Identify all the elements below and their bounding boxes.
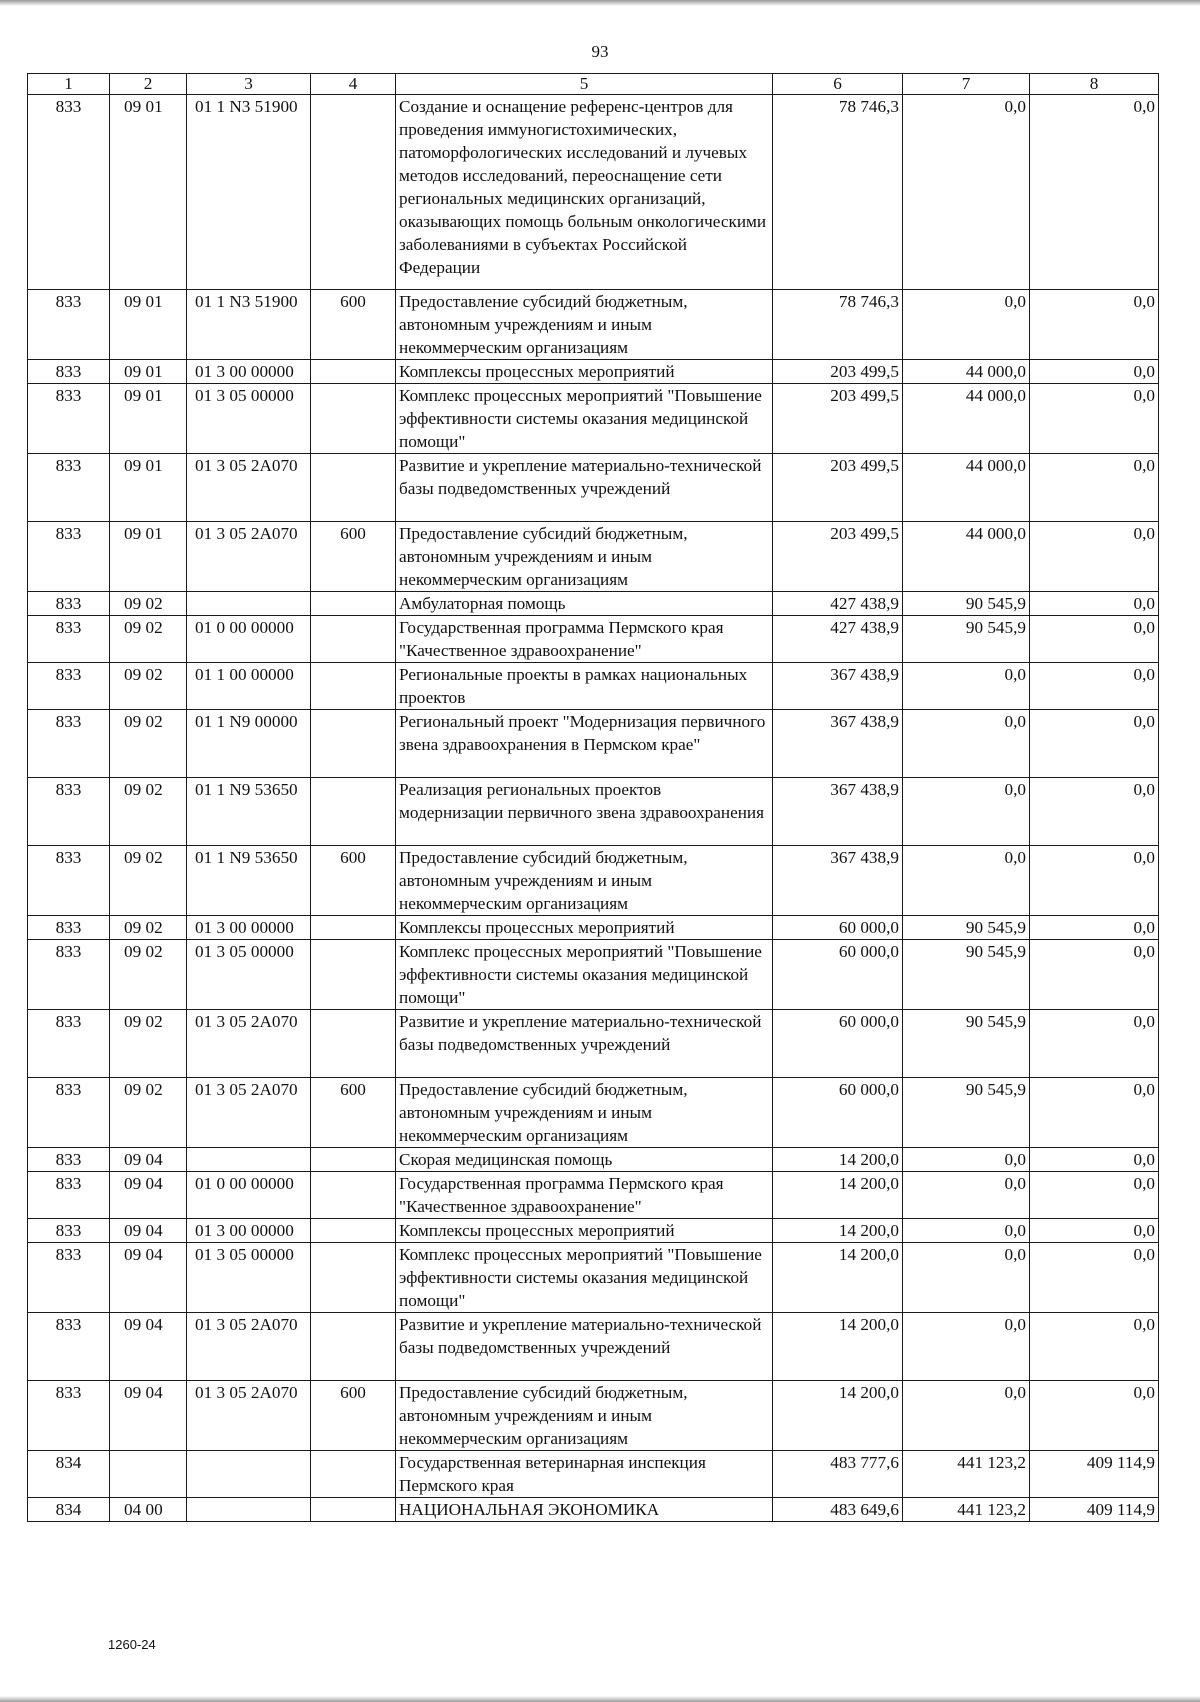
cell-expense-type bbox=[311, 1010, 396, 1078]
cell-expense-type: 600 bbox=[311, 1381, 396, 1451]
cell-amount-year3: 0,0 bbox=[1030, 384, 1159, 454]
cell-section-code bbox=[110, 1451, 187, 1498]
cell-description: Предоставление субсидий бюджетным, автономным учреждениям и иным некоммерческим организациям bbox=[396, 290, 773, 360]
cell-section-code: 09 02 bbox=[110, 940, 187, 1010]
cell-amount-year3: 0,0 bbox=[1030, 290, 1159, 360]
table-row bbox=[28, 710, 1159, 778]
cell-ministry-code: 833 bbox=[28, 1148, 110, 1172]
cell-ministry-code: 833 bbox=[28, 1078, 110, 1148]
cell-expense-type bbox=[311, 360, 396, 384]
cell-ministry-code: 833 bbox=[28, 522, 110, 592]
cell-target-article: 01 3 05 00000 bbox=[187, 1243, 311, 1313]
cell-amount-year3: 0,0 bbox=[1030, 846, 1159, 916]
cell-description: Скорая медицинская помощь bbox=[396, 1148, 773, 1172]
table-row bbox=[28, 1148, 1159, 1172]
table-row bbox=[28, 1219, 1159, 1243]
cell-description: Предоставление субсидий бюджетным, автономным учреждениям и иным некоммерческим организациям bbox=[396, 1078, 773, 1148]
cell-amount-year3: 0,0 bbox=[1030, 710, 1159, 778]
cell-description: Государственная ветеринарная инспекция Пермского края bbox=[396, 1451, 773, 1498]
table-row bbox=[28, 940, 1159, 1010]
cell-amount-year2: 0,0 bbox=[903, 1219, 1030, 1243]
cell-description: Государственная программа Пермского края "Качественное здравоохранение" bbox=[396, 1172, 773, 1219]
cell-ministry-code: 833 bbox=[28, 95, 110, 290]
cell-section-code: 09 02 bbox=[110, 1010, 187, 1078]
cell-amount-year3: 0,0 bbox=[1030, 360, 1159, 384]
cell-ministry-code: 833 bbox=[28, 1172, 110, 1219]
cell-section-code: 09 01 bbox=[110, 360, 187, 384]
cell-target-article: 01 0 00 00000 bbox=[187, 616, 311, 663]
cell-amount-year2: 0,0 bbox=[903, 1243, 1030, 1313]
cell-amount-year3: 0,0 bbox=[1030, 778, 1159, 846]
cell-amount-year1: 203 499,5 bbox=[773, 360, 903, 384]
cell-section-code: 09 01 bbox=[110, 95, 187, 290]
budget-table bbox=[27, 73, 1159, 1522]
cell-expense-type bbox=[311, 1172, 396, 1219]
cell-amount-year1: 367 438,9 bbox=[773, 778, 903, 846]
scan-top-edge bbox=[0, 0, 1200, 6]
cell-expense-type bbox=[311, 454, 396, 522]
cell-amount-year2: 0,0 bbox=[903, 663, 1030, 710]
cell-target-article: 01 1 N9 53650 bbox=[187, 846, 311, 916]
cell-description: Развитие и укрепление материально-технической базы подведомственных учреждений bbox=[396, 1313, 773, 1381]
table-row bbox=[28, 1078, 1159, 1148]
cell-expense-type bbox=[311, 663, 396, 710]
cell-expense-type bbox=[311, 1219, 396, 1243]
cell-amount-year1: 483 777,6 bbox=[773, 1451, 903, 1498]
table-row bbox=[28, 522, 1159, 592]
cell-amount-year2: 441 123,2 bbox=[903, 1498, 1030, 1522]
cell-amount-year2: 0,0 bbox=[903, 1381, 1030, 1451]
cell-target-article bbox=[187, 592, 311, 616]
cell-amount-year2: 90 545,9 bbox=[903, 592, 1030, 616]
cell-ministry-code: 833 bbox=[28, 916, 110, 940]
cell-amount-year1: 427 438,9 bbox=[773, 616, 903, 663]
cell-description: Комплекс процессных мероприятий "Повышение эффективности системы оказания медицинской помощи" bbox=[396, 940, 773, 1010]
cell-amount-year1: 14 200,0 bbox=[773, 1381, 903, 1451]
cell-ministry-code: 833 bbox=[28, 1010, 110, 1078]
cell-amount-year2: 0,0 bbox=[903, 95, 1030, 290]
cell-description: Комплексы процессных мероприятий bbox=[396, 360, 773, 384]
cell-amount-year1: 203 499,5 bbox=[773, 384, 903, 454]
cell-expense-type bbox=[311, 710, 396, 778]
cell-amount-year2: 44 000,0 bbox=[903, 522, 1030, 592]
table-row bbox=[28, 360, 1159, 384]
cell-section-code: 09 02 bbox=[110, 846, 187, 916]
cell-expense-type bbox=[311, 940, 396, 1010]
cell-section-code: 04 00 bbox=[110, 1498, 187, 1522]
cell-section-code: 09 04 bbox=[110, 1172, 187, 1219]
table-header-row bbox=[28, 74, 1159, 95]
cell-target-article: 01 3 05 00000 bbox=[187, 384, 311, 454]
cell-target-article bbox=[187, 1451, 311, 1498]
table-row bbox=[28, 778, 1159, 846]
cell-amount-year2: 0,0 bbox=[903, 1148, 1030, 1172]
cell-section-code: 09 04 bbox=[110, 1313, 187, 1381]
cell-amount-year1: 60 000,0 bbox=[773, 916, 903, 940]
table-row bbox=[28, 663, 1159, 710]
cell-section-code: 09 04 bbox=[110, 1219, 187, 1243]
cell-description: Предоставление субсидий бюджетным, автономным учреждениям и иным некоммерческим организациям bbox=[396, 1381, 773, 1451]
cell-ministry-code: 833 bbox=[28, 592, 110, 616]
cell-amount-year1: 78 746,3 bbox=[773, 290, 903, 360]
cell-ministry-code: 833 bbox=[28, 710, 110, 778]
cell-section-code: 09 02 bbox=[110, 592, 187, 616]
cell-target-article: 01 1 N9 53650 bbox=[187, 778, 311, 846]
cell-amount-year2: 0,0 bbox=[903, 846, 1030, 916]
cell-amount-year1: 60 000,0 bbox=[773, 1010, 903, 1078]
cell-section-code: 09 01 bbox=[110, 384, 187, 454]
cell-target-article: 01 3 05 2A070 bbox=[187, 522, 311, 592]
cell-target-article: 01 3 00 00000 bbox=[187, 916, 311, 940]
cell-amount-year2: 441 123,2 bbox=[903, 1451, 1030, 1498]
table-row bbox=[28, 384, 1159, 454]
cell-section-code: 09 02 bbox=[110, 710, 187, 778]
cell-target-article: 01 3 05 2A070 bbox=[187, 454, 311, 522]
table-row bbox=[28, 616, 1159, 663]
cell-description: Развитие и укрепление материально-технической базы подведомственных учреждений bbox=[396, 454, 773, 522]
column-header: 5 bbox=[396, 74, 773, 95]
cell-target-article: 01 3 00 00000 bbox=[187, 1219, 311, 1243]
cell-target-article bbox=[187, 1148, 311, 1172]
cell-amount-year2: 44 000,0 bbox=[903, 360, 1030, 384]
cell-ministry-code: 833 bbox=[28, 1219, 110, 1243]
cell-section-code: 09 04 bbox=[110, 1148, 187, 1172]
table-row bbox=[28, 1381, 1159, 1451]
cell-amount-year3: 0,0 bbox=[1030, 616, 1159, 663]
cell-amount-year3: 0,0 bbox=[1030, 1010, 1159, 1078]
cell-amount-year3: 0,0 bbox=[1030, 663, 1159, 710]
cell-amount-year1: 60 000,0 bbox=[773, 1078, 903, 1148]
cell-target-article: 01 3 00 00000 bbox=[187, 360, 311, 384]
scan-bottom-edge bbox=[0, 1696, 1200, 1702]
cell-amount-year2: 90 545,9 bbox=[903, 940, 1030, 1010]
cell-description: Предоставление субсидий бюджетным, автономным учреждениям и иным некоммерческим организациям bbox=[396, 846, 773, 916]
cell-ministry-code: 833 bbox=[28, 846, 110, 916]
cell-section-code: 09 02 bbox=[110, 663, 187, 710]
cell-target-article: 01 1 00 00000 bbox=[187, 663, 311, 710]
cell-expense-type: 600 bbox=[311, 290, 396, 360]
table-row bbox=[28, 1010, 1159, 1078]
cell-target-article: 01 3 05 2A070 bbox=[187, 1010, 311, 1078]
table-row bbox=[28, 454, 1159, 522]
cell-amount-year1: 367 438,9 bbox=[773, 710, 903, 778]
cell-expense-type bbox=[311, 384, 396, 454]
page-number: 93 bbox=[591, 42, 609, 61]
table-row bbox=[28, 1172, 1159, 1219]
table-row bbox=[28, 1451, 1159, 1498]
cell-amount-year1: 14 200,0 bbox=[773, 1313, 903, 1381]
cell-target-article: 01 3 05 2A070 bbox=[187, 1313, 311, 1381]
cell-description: Региональный проект "Модернизация первичного звена здравоохранения в Пермском крае" bbox=[396, 710, 773, 778]
cell-ministry-code: 833 bbox=[28, 384, 110, 454]
cell-section-code: 09 02 bbox=[110, 616, 187, 663]
cell-description: Развитие и укрепление материально-технической базы подведомственных учреждений bbox=[396, 1010, 773, 1078]
cell-expense-type: 600 bbox=[311, 846, 396, 916]
table-row bbox=[28, 916, 1159, 940]
cell-target-article: 01 3 05 00000 bbox=[187, 940, 311, 1010]
cell-expense-type bbox=[311, 778, 396, 846]
cell-amount-year1: 14 200,0 bbox=[773, 1243, 903, 1313]
cell-description: Предоставление субсидий бюджетным, автономным учреждениям и иным некоммерческим организациям bbox=[396, 522, 773, 592]
cell-amount-year3: 0,0 bbox=[1030, 1078, 1159, 1148]
table-row bbox=[28, 1498, 1159, 1522]
cell-section-code: 09 04 bbox=[110, 1381, 187, 1451]
cell-description: Комплексы процессных мероприятий bbox=[396, 916, 773, 940]
cell-amount-year1: 14 200,0 bbox=[773, 1219, 903, 1243]
cell-expense-type bbox=[311, 1451, 396, 1498]
cell-amount-year3: 409 114,9 bbox=[1030, 1498, 1159, 1522]
table-row bbox=[28, 592, 1159, 616]
cell-amount-year1: 203 499,5 bbox=[773, 454, 903, 522]
cell-section-code: 09 02 bbox=[110, 778, 187, 846]
cell-description: Комплекс процессных мероприятий "Повышение эффективности системы оказания медицинской помощи" bbox=[396, 384, 773, 454]
cell-expense-type bbox=[311, 916, 396, 940]
cell-ministry-code: 833 bbox=[28, 290, 110, 360]
cell-section-code: 09 01 bbox=[110, 454, 187, 522]
column-header: 4 bbox=[311, 74, 396, 95]
cell-amount-year1: 427 438,9 bbox=[773, 592, 903, 616]
cell-ministry-code: 833 bbox=[28, 616, 110, 663]
cell-amount-year3: 0,0 bbox=[1030, 1219, 1159, 1243]
cell-amount-year2: 90 545,9 bbox=[903, 616, 1030, 663]
column-header: 3 bbox=[187, 74, 311, 95]
cell-ministry-code: 833 bbox=[28, 360, 110, 384]
cell-expense-type bbox=[311, 616, 396, 663]
cell-amount-year3: 409 114,9 bbox=[1030, 1451, 1159, 1498]
cell-expense-type bbox=[311, 1148, 396, 1172]
cell-target-article bbox=[187, 1498, 311, 1522]
cell-section-code: 09 01 bbox=[110, 290, 187, 360]
cell-description: Региональные проекты в рамках национальных проектов bbox=[396, 663, 773, 710]
cell-amount-year1: 203 499,5 bbox=[773, 522, 903, 592]
column-header: 8 bbox=[1030, 74, 1159, 95]
cell-ministry-code: 833 bbox=[28, 1243, 110, 1313]
cell-amount-year3: 0,0 bbox=[1030, 522, 1159, 592]
cell-description: Создание и оснащение референс-центров для проведения иммуногистохимических, патоморфологических исследований и лучевых методов исследований, переоснащение сети региональных медицинских организаций, оказывающих помощь больным онкологическими заболеваниями в субъектах Российской Федерации bbox=[396, 95, 773, 290]
cell-amount-year1: 78 746,3 bbox=[773, 95, 903, 290]
footer-document-code: 1260-24 bbox=[108, 1637, 156, 1652]
cell-amount-year2: 0,0 bbox=[903, 778, 1030, 846]
cell-section-code: 09 01 bbox=[110, 522, 187, 592]
cell-ministry-code: 833 bbox=[28, 940, 110, 1010]
cell-amount-year2: 90 545,9 bbox=[903, 916, 1030, 940]
column-header: 2 bbox=[110, 74, 187, 95]
cell-target-article: 01 1 N3 51900 bbox=[187, 95, 311, 290]
cell-expense-type bbox=[311, 95, 396, 290]
cell-expense-type bbox=[311, 592, 396, 616]
cell-expense-type: 600 bbox=[311, 1078, 396, 1148]
cell-ministry-code: 833 bbox=[28, 663, 110, 710]
cell-expense-type: 600 bbox=[311, 522, 396, 592]
cell-ministry-code: 833 bbox=[28, 1313, 110, 1381]
cell-amount-year2: 0,0 bbox=[903, 1172, 1030, 1219]
cell-amount-year3: 0,0 bbox=[1030, 1381, 1159, 1451]
cell-description: НАЦИОНАЛЬНАЯ ЭКОНОМИКА bbox=[396, 1498, 773, 1522]
cell-amount-year2: 44 000,0 bbox=[903, 384, 1030, 454]
cell-amount-year2: 0,0 bbox=[903, 710, 1030, 778]
cell-ministry-code: 833 bbox=[28, 1381, 110, 1451]
cell-amount-year1: 483 649,6 bbox=[773, 1498, 903, 1522]
cell-target-article: 01 3 05 2A070 bbox=[187, 1381, 311, 1451]
cell-target-article: 01 0 00 00000 bbox=[187, 1172, 311, 1219]
cell-ministry-code: 833 bbox=[28, 778, 110, 846]
cell-ministry-code: 834 bbox=[28, 1498, 110, 1522]
cell-description: Государственная программа Пермского края "Качественное здравоохранение" bbox=[396, 616, 773, 663]
column-header: 6 bbox=[773, 74, 903, 95]
cell-amount-year2: 90 545,9 bbox=[903, 1010, 1030, 1078]
table-row bbox=[28, 1243, 1159, 1313]
cell-section-code: 09 02 bbox=[110, 1078, 187, 1148]
cell-amount-year3: 0,0 bbox=[1030, 454, 1159, 522]
table-row bbox=[28, 1313, 1159, 1381]
cell-amount-year3: 0,0 bbox=[1030, 592, 1159, 616]
cell-amount-year1: 367 438,9 bbox=[773, 663, 903, 710]
cell-amount-year1: 14 200,0 bbox=[773, 1148, 903, 1172]
table-row bbox=[28, 846, 1159, 916]
column-header: 7 bbox=[903, 74, 1030, 95]
cell-description: Комплекс процессных мероприятий "Повышение эффективности системы оказания медицинской помощи" bbox=[396, 1243, 773, 1313]
table-row bbox=[28, 290, 1159, 360]
cell-amount-year3: 0,0 bbox=[1030, 1172, 1159, 1219]
cell-amount-year1: 14 200,0 bbox=[773, 1172, 903, 1219]
column-header: 1 bbox=[28, 74, 110, 95]
cell-description: Реализация региональных проектов модернизации первичного звена здравоохранения bbox=[396, 778, 773, 846]
cell-amount-year1: 367 438,9 bbox=[773, 846, 903, 916]
cell-description: Комплексы процессных мероприятий bbox=[396, 1219, 773, 1243]
table-row bbox=[28, 95, 1159, 290]
cell-target-article: 01 3 05 2A070 bbox=[187, 1078, 311, 1148]
cell-target-article: 01 1 N3 51900 bbox=[187, 290, 311, 360]
cell-amount-year3: 0,0 bbox=[1030, 916, 1159, 940]
cell-target-article: 01 1 N9 00000 bbox=[187, 710, 311, 778]
cell-expense-type bbox=[311, 1313, 396, 1381]
cell-amount-year3: 0,0 bbox=[1030, 1148, 1159, 1172]
cell-ministry-code: 834 bbox=[28, 1451, 110, 1498]
cell-description: Амбулаторная помощь bbox=[396, 592, 773, 616]
cell-section-code: 09 04 bbox=[110, 1243, 187, 1313]
cell-amount-year3: 0,0 bbox=[1030, 95, 1159, 290]
cell-amount-year2: 0,0 bbox=[903, 1313, 1030, 1381]
cell-amount-year2: 90 545,9 bbox=[903, 1078, 1030, 1148]
cell-amount-year3: 0,0 bbox=[1030, 1243, 1159, 1313]
cell-ministry-code: 833 bbox=[28, 454, 110, 522]
cell-amount-year2: 44 000,0 bbox=[903, 454, 1030, 522]
cell-expense-type bbox=[311, 1498, 396, 1522]
cell-amount-year2: 0,0 bbox=[903, 290, 1030, 360]
cell-amount-year3: 0,0 bbox=[1030, 1313, 1159, 1381]
cell-expense-type bbox=[311, 1243, 396, 1313]
cell-section-code: 09 02 bbox=[110, 916, 187, 940]
cell-amount-year3: 0,0 bbox=[1030, 940, 1159, 1010]
cell-amount-year1: 60 000,0 bbox=[773, 940, 903, 1010]
